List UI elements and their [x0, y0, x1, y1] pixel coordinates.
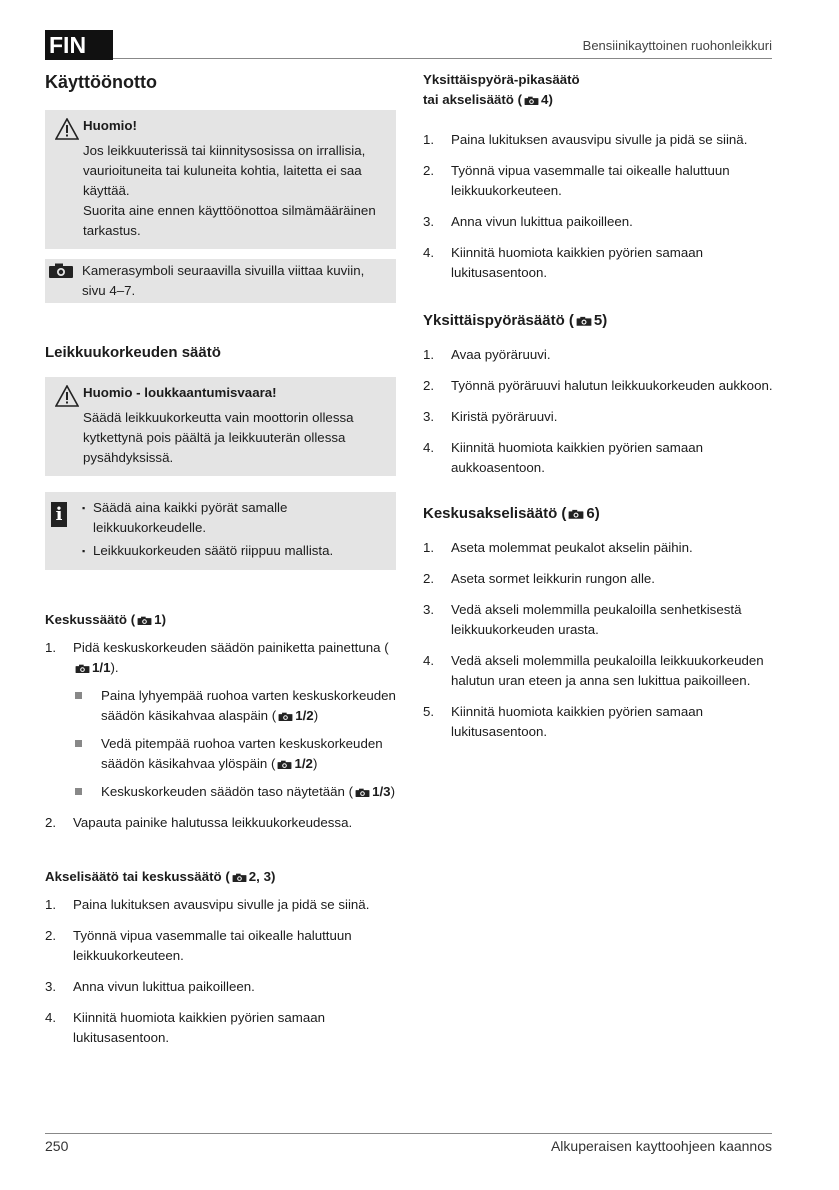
list-item: 2. Työnnä vipua vasemmalle tai oikealle haluttuun leikkuukorkeuteen. — [423, 163, 730, 198]
camera-icon — [524, 96, 539, 106]
list-item: 2. Työnnä vipua vasemmalle tai oikealle haluttuun leikkuukorkeuteen. — [45, 928, 352, 963]
right-column — [423, 70, 774, 753]
list-item: Paina lyhyempää ruohoa varten keskuskorkeuden säädön käsikahvaa alaspäin ( 1/2) — [73, 686, 396, 726]
camera-note — [45, 259, 396, 303]
header-rule — [113, 58, 772, 59]
warning-text-2: Suorita aine ennen käyttöönottoa silmämääräinen tarkastus. — [83, 203, 376, 238]
step-list — [423, 538, 774, 742]
camera-icon — [568, 509, 584, 520]
page-number: 250 — [45, 1138, 69, 1154]
camera-icon — [75, 664, 90, 674]
language-badge: FIN — [45, 30, 113, 60]
warning-triangle-icon — [55, 385, 79, 407]
camera-icon — [576, 316, 592, 327]
injury-warning-note — [45, 377, 396, 476]
list-item: Keskuskorkeuden säädön taso näytetään ( 1/3) — [73, 782, 396, 802]
footer-text: Alkuperaisen kayttoohjeen kaannos — [550, 1138, 772, 1154]
left-column — [45, 70, 396, 1059]
camera-icon — [48, 263, 74, 279]
injury-warning-title: Huomio - loukkaantumisvaara! — [83, 385, 277, 400]
list-item: 4. Kiinnitä huomiota kaikkien pyörien samaan lukitusasentoon. — [423, 245, 704, 280]
list-item: 4. Vedä akseli molemmilla peukaloilla leikkuukorkeuden halutun uran eteen ja anna sen lukittua paikoilleen. — [423, 653, 764, 688]
list-item: 4. Kiinnitä huomiota kaikkien pyörien samaan aukkoasentoon. — [423, 440, 704, 475]
list-item: 3. Kiristä pyöräruuvi. — [423, 409, 558, 424]
footer-rule — [45, 1133, 772, 1134]
info-list — [82, 498, 386, 561]
subsection-heading: Keskusakselisäätö ( 6) — [423, 505, 600, 522]
subsection-heading: Akselisäätö tai keskussäätö ( 2, 3) — [45, 869, 276, 884]
list-item: 4. Kiinnitä huomiota kaikkien pyörien samaan lukitusasentoon. — [45, 1010, 326, 1045]
warning-title: Huomio! — [83, 118, 137, 133]
step-list — [45, 895, 396, 1048]
warning-note — [45, 110, 396, 249]
step-list — [423, 130, 774, 283]
list-item: 1. Paina lukituksen avausvipu sivulle ja pidä se siinä. — [423, 132, 748, 147]
sub-bullet-list — [73, 686, 396, 802]
warning-triangle-icon — [55, 118, 79, 140]
list-item: 2. Vapauta painike halutussa leikkuukorkeudessa. — [45, 815, 353, 830]
list-item: 3. Vedä akseli molemmilla peukaloilla senhetkisestä leikkuukorkeuden urasta. — [423, 602, 742, 637]
step-list — [423, 345, 774, 478]
info-icon: i — [51, 502, 67, 527]
list-item: Vedä pitempää ruohoa varten keskuskorkeuden säädön käsikahvaa ylöspäin ( 1/2) — [73, 734, 396, 774]
camera-icon — [355, 788, 370, 798]
camera-icon — [232, 873, 247, 883]
list-item: 1. Avaa pyöräruuvi. — [423, 347, 551, 362]
warning-text: Jos leikkuuterissä tai kiinnitysosissa on irrallisia, vaurioituneita tai kuluneita kohtia, laitetta ei saa käyttää. — [83, 143, 366, 198]
list-item: 2. Aseta sormet leikkurin rungon alle. — [423, 571, 655, 586]
header-title: Bensiinikayttoinen ruohonleikkuri — [582, 38, 772, 53]
page-title: Käyttöönotto — [45, 72, 157, 92]
camera-icon — [277, 760, 292, 770]
list-item: 3. Anna vivun lukittua paikoilleen. — [423, 214, 633, 229]
camera-icon — [137, 616, 152, 626]
subsection-heading: Keskussäätö ( 1) — [45, 612, 167, 627]
list-item: 5. Kiinnitä huomiota kaikkien pyörien samaan lukitusasentoon. — [423, 704, 704, 739]
info-item: ▪ Leikkuukorkeuden säätö riippuu mallista. — [82, 541, 386, 561]
list-item: 1. Aseta molemmat peukalot akselin päihin. — [423, 540, 693, 555]
step-list — [45, 638, 396, 833]
list-item: 2. Työnnä pyöräruuvi halutun leikkuukorkeuden aukkoon. — [423, 378, 773, 393]
camera-note-text: Kamerasymboli seuraavilla sivuilla viittaa kuviin, sivu 4–7. — [82, 263, 365, 298]
injury-warning-text: Säädä leikkuukorkeutta vain moottorin ollessa kytkettynä pois päältä ja leikkuuterän ollessa pysähdyksissä. — [83, 410, 354, 465]
subsection-heading: Yksittäispyöräsäätö ( 5) — [423, 312, 608, 329]
list-item: 1. Paina lukituksen avausvipu sivulle ja pidä se siinä. — [45, 897, 370, 912]
info-note — [45, 492, 396, 570]
list-item: 3. Anna vivun lukittua paikoilleen. — [45, 979, 255, 994]
camera-icon — [278, 712, 293, 722]
section-heading: Leikkuukorkeuden säätö — [45, 344, 221, 361]
list-item: 1. Pidä keskuskorkeuden säädön painiketta painettuna (1/1). Paina lyhyempää ruohoa varten keskuskorkeuden säädön käsikahvaa alaspäin ( 1/2) Vedä pitempää ruohoa varten keskuskorkeuden säädön käsikahvaa ylöspäin ( 1/2) Keskuskorkeuden säädön taso näytetään ( 1/3) — [45, 638, 396, 802]
info-item: ▪ Säädä aina kaikki pyörät samalle leikkuukorkeudelle. — [82, 498, 386, 538]
subsection-heading: Yksittäispyörä-pikasäätö tai akselisäätö ( 4) — [423, 72, 580, 107]
